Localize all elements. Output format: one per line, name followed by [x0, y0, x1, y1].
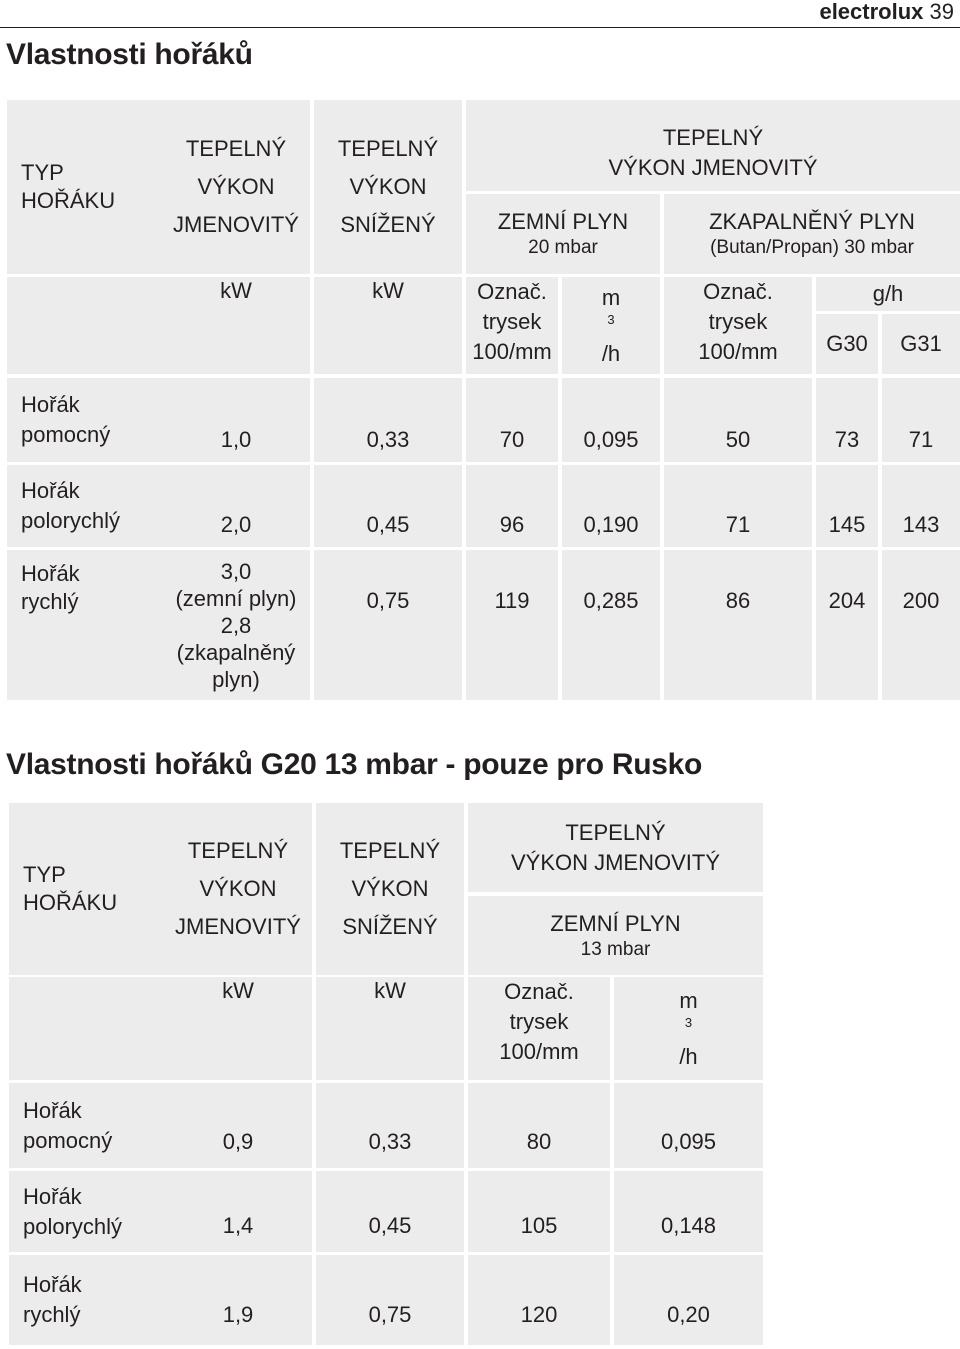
- type-unit-cell: [7, 277, 162, 374]
- t2-nominal-group-header: TEPELNÝ VÝKON JMENOVITÝ: [468, 803, 763, 892]
- reduced-power-value: 0,75: [316, 1255, 464, 1345]
- t2-injector-unit: Označ. trysek 100/mm: [468, 977, 610, 1080]
- g31-value: 71: [882, 378, 960, 462]
- t2-flow-unit: m $^3$ /h: [614, 977, 763, 1080]
- reduced-power-value: 0,45: [314, 465, 462, 547]
- gh-unit: g/h: [816, 277, 960, 311]
- burner-name: Hořák rychlý: [7, 550, 162, 700]
- t2-reduced-power-header: TEPELNÝ VÝKON SNÍŽENÝ: [316, 803, 464, 975]
- table1-title: Vlastnosti hořáků: [6, 38, 253, 71]
- ng-flow-value: 0,095: [562, 378, 660, 462]
- t2-nominal-unit: kW: [164, 977, 312, 1080]
- type-header: TYP HOŘÁKU: [7, 100, 162, 274]
- ng-injector-value: 119: [466, 550, 558, 700]
- reduced-power-value: 0,33: [314, 378, 462, 462]
- nominal-power-value: 3,0 (zemní plyn) 2,8 (zkapalněný plyn): [162, 550, 310, 700]
- burner-name: Hořák polorychlý: [9, 1171, 164, 1252]
- ng-flow-value: 0,095: [614, 1083, 763, 1168]
- page-number: 39: [929, 0, 954, 24]
- nominal-unit: kW: [162, 277, 310, 374]
- ng-flow-value: 0,148: [614, 1171, 763, 1252]
- lpg-injector-value: 86: [664, 550, 812, 700]
- reduced-power-value: 0,75: [314, 550, 462, 700]
- ng-flow-value: 0,20: [614, 1255, 763, 1345]
- brand-name: electrolux: [819, 0, 924, 24]
- header-rule: [0, 27, 960, 28]
- natural-gas-header: ZEMNÍ PLYN 20 mbar: [466, 194, 660, 274]
- t2-reduced-unit: kW: [316, 977, 464, 1080]
- t2-type-unit-cell: [9, 977, 164, 1080]
- reduced-unit: kW: [314, 277, 462, 374]
- lpg-injector-value: 71: [664, 465, 812, 547]
- brand-header: [774, 0, 954, 26]
- g31-value: 143: [882, 465, 960, 547]
- nominal-power-header: TEPELNÝ VÝKON JMENOVITÝ: [162, 100, 310, 274]
- ng-injector-value: 120: [468, 1255, 610, 1345]
- ng-flow-value: 0,190: [562, 465, 660, 547]
- t2-natural-gas-header: ZEMNÍ PLYN 13 mbar: [468, 896, 763, 975]
- g31-value: 200: [882, 550, 960, 700]
- ng-injector-value: 70: [466, 378, 558, 462]
- nominal-power-value: 1,4: [164, 1171, 312, 1252]
- burner-name: Hořák pomocný: [9, 1083, 164, 1168]
- g30-value: 73: [816, 378, 878, 462]
- t2-nominal-power-header: TEPELNÝ VÝKON JMENOVITÝ: [164, 803, 312, 975]
- g31-header: G31: [882, 314, 960, 374]
- nominal-power-value: 1,0: [162, 378, 310, 462]
- reduced-power-value: 0,45: [316, 1171, 464, 1252]
- burner-name: Hořák polorychlý: [7, 465, 162, 547]
- ng-injector-value: 96: [466, 465, 558, 547]
- lpg-injector-unit: Označ. trysek 100/mm: [664, 277, 812, 374]
- lpg-injector-value: 50: [664, 378, 812, 462]
- lpg-header: ZKAPALNĚNÝ PLYN (Butan/Propan) 30 mbar: [664, 194, 960, 274]
- burner-name: Hořák pomocný: [7, 378, 162, 462]
- nominal-power-value: 0,9: [164, 1083, 312, 1168]
- ng-injector-value: 80: [468, 1083, 610, 1168]
- reduced-power-value: 0,33: [316, 1083, 464, 1168]
- g30-value: 145: [816, 465, 878, 547]
- reduced-power-header: TEPELNÝ VÝKON SNÍŽENÝ: [314, 100, 462, 274]
- t2-type-header: TYP HOŘÁKU: [9, 803, 164, 975]
- ng-injector-value: 105: [468, 1171, 610, 1252]
- ng-flow-value: 0,285: [562, 550, 660, 700]
- g30-header: G30: [816, 314, 878, 374]
- ng-injector-unit: Označ. trysek 100/mm: [466, 277, 558, 374]
- ng-flow-unit: m $^3$ /h: [562, 277, 660, 374]
- table2-title: Vlastnosti hořáků G20 13 mbar - pouze pro Rusko: [6, 748, 703, 781]
- nominal-power-value: 1,9: [164, 1255, 312, 1345]
- nominal-group-header: TEPELNÝ VÝKON JMENOVITÝ: [466, 100, 960, 191]
- burner-name: Hořák rychlý: [9, 1255, 164, 1345]
- nominal-power-value: 2,0: [162, 465, 310, 547]
- g30-value: 204: [816, 550, 878, 700]
